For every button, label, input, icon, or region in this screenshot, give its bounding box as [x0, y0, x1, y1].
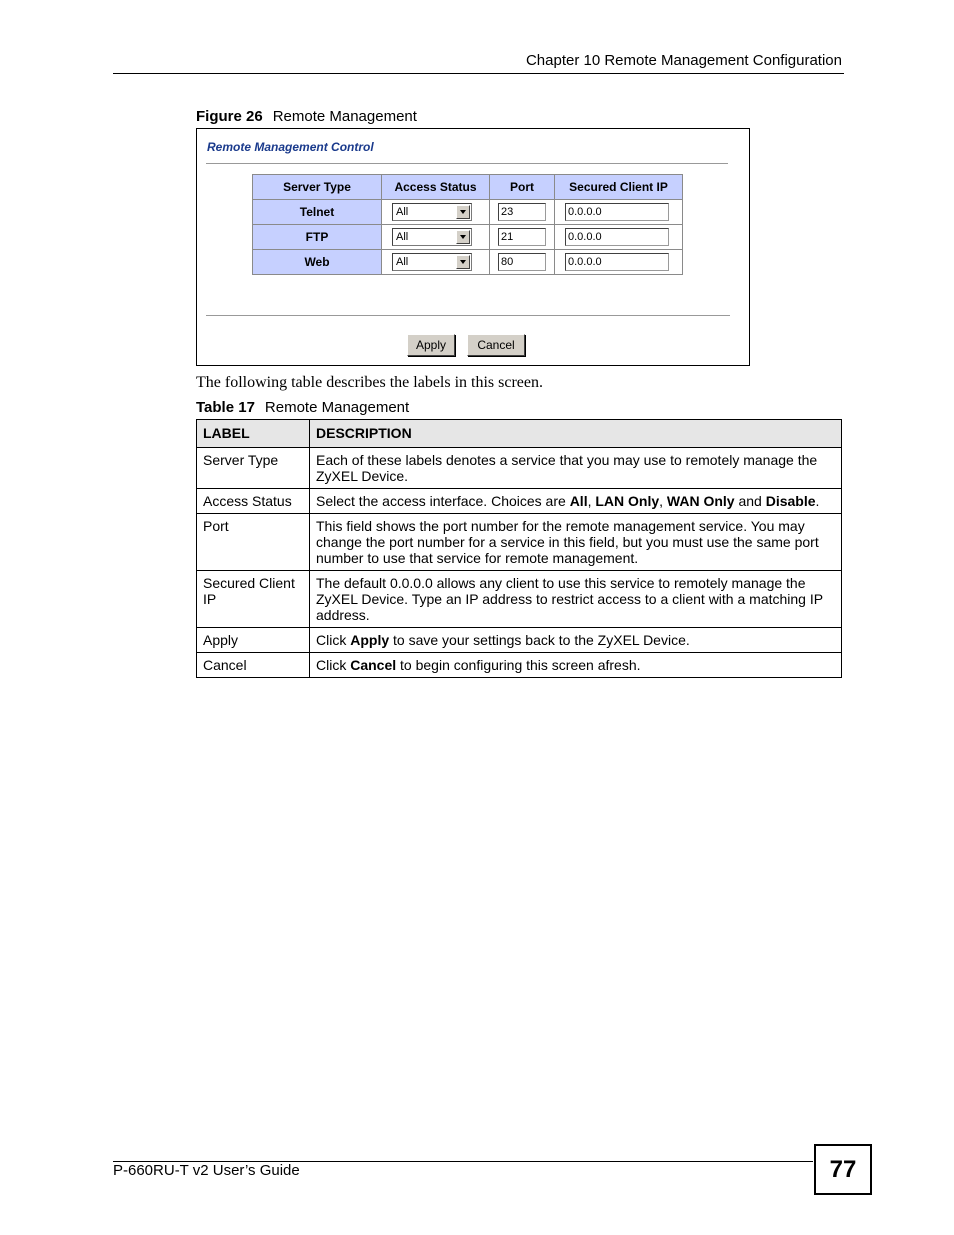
server-type-ftp: FTP [253, 225, 382, 250]
dropdown-arrow-icon [456, 255, 470, 269]
footer-guide-title: P-660RU-T v2 User’s Guide [113, 1162, 300, 1179]
row-description [310, 628, 842, 653]
bold-term: LAN Only [595, 493, 660, 509]
figure-caption [196, 108, 417, 125]
column-header-access-status: Access Status [382, 175, 490, 200]
description-table [196, 419, 842, 678]
panel-divider-bottom [206, 315, 730, 317]
figure-frame [196, 128, 750, 366]
row-label: Server Type [197, 448, 310, 489]
access-status-select-ftp[interactable] [392, 228, 472, 246]
port-input-telnet[interactable]: 23 [498, 203, 546, 221]
server-type-web: Web [253, 250, 382, 275]
column-header-port: Port [490, 175, 555, 200]
row-description [310, 489, 842, 514]
bold-term: Disable [765, 493, 816, 509]
row-label: Access Status [197, 489, 310, 514]
figure-title: Remote Management [272, 108, 417, 125]
remote-management-table [252, 174, 683, 275]
page-number: 77 [814, 1144, 872, 1195]
row-label: Apply [197, 628, 310, 653]
access-status-cell [382, 200, 490, 225]
ip-cell [555, 225, 683, 250]
column-header-description: DESCRIPTION [310, 420, 842, 448]
panel-divider-top [206, 163, 728, 165]
text: and [734, 493, 766, 509]
column-header-secured-client-ip: Secured Client IP [555, 175, 683, 200]
ip-cell [555, 250, 683, 275]
row-description [310, 653, 842, 678]
server-type-telnet: Telnet [253, 200, 382, 225]
text: , [587, 493, 596, 509]
row-label: Port [197, 514, 310, 571]
select-value: All [396, 231, 409, 243]
bold-term: Cancel [350, 657, 397, 673]
text: Select the access interface. Choices are [316, 493, 570, 509]
secured-ip-input-telnet[interactable]: 0.0.0.0 [565, 203, 669, 221]
table-row [197, 571, 842, 628]
text: . [815, 493, 820, 509]
column-header-label: LABEL [197, 420, 310, 448]
port-cell [490, 200, 555, 225]
figure-label: Figure 26 [196, 108, 263, 125]
table-label: Table 17 [196, 399, 255, 416]
bold-term: WAN Only [666, 493, 735, 509]
table-row-web [253, 250, 683, 275]
table-row-telnet [253, 200, 683, 225]
port-cell [490, 225, 555, 250]
row-description: The default 0.0.0.0 allows any client to use this service to remotely manage the ZyXEL Device. Type an IP address to restrict access to a client with a matching IP address. [310, 571, 842, 628]
text: to begin configuring this screen afresh. [396, 657, 641, 673]
text: Click [316, 657, 351, 673]
panel-title: Remote Management Control [207, 140, 374, 154]
select-value: All [396, 206, 409, 218]
table-header-row [253, 175, 683, 200]
text: Click [316, 632, 351, 648]
dropdown-arrow-icon [456, 230, 470, 244]
text: to save your settings back to the ZyXEL Device. [389, 632, 690, 648]
header-rule [113, 73, 844, 74]
dropdown-arrow-icon [456, 205, 470, 219]
chapter-header: Chapter 10 Remote Management Configuration [525, 52, 842, 69]
port-input-ftp[interactable]: 21 [498, 228, 546, 246]
port-cell [490, 250, 555, 275]
table-row [197, 628, 842, 653]
bold-term: Apply [350, 632, 390, 648]
row-label: Cancel [197, 653, 310, 678]
description-table-header [197, 420, 842, 448]
select-value: All [396, 256, 409, 268]
apply-button[interactable]: Apply [407, 334, 455, 356]
table-row-ftp [253, 225, 683, 250]
row-label: Secured Client IP [197, 571, 310, 628]
access-status-select-telnet[interactable] [392, 203, 472, 221]
secured-ip-input-ftp[interactable]: 0.0.0.0 [565, 228, 669, 246]
table-row [197, 514, 842, 571]
intro-paragraph: The following table describes the labels in this screen. [196, 374, 544, 391]
text: , [659, 493, 667, 509]
table-caption [196, 399, 409, 416]
column-header-server-type: Server Type [253, 175, 382, 200]
table-row [197, 653, 842, 678]
table-row [197, 489, 842, 514]
port-input-web[interactable]: 80 [498, 253, 546, 271]
table-row [197, 448, 842, 489]
access-status-cell [382, 225, 490, 250]
table-title: Remote Management [264, 399, 410, 416]
secured-ip-input-web[interactable]: 0.0.0.0 [565, 253, 669, 271]
cancel-button[interactable]: Cancel [467, 334, 525, 356]
bold-term: All [569, 493, 588, 509]
row-description: Each of these labels denotes a service that you may use to remotely manage the ZyXEL Device. [310, 448, 842, 489]
access-status-cell [382, 250, 490, 275]
access-status-select-web[interactable] [392, 253, 472, 271]
row-description: This field shows the port number for the remote management service. You may change the port number for a service in this field, but you must use the same port number to use that service for remote management. [310, 514, 842, 571]
ip-cell [555, 200, 683, 225]
